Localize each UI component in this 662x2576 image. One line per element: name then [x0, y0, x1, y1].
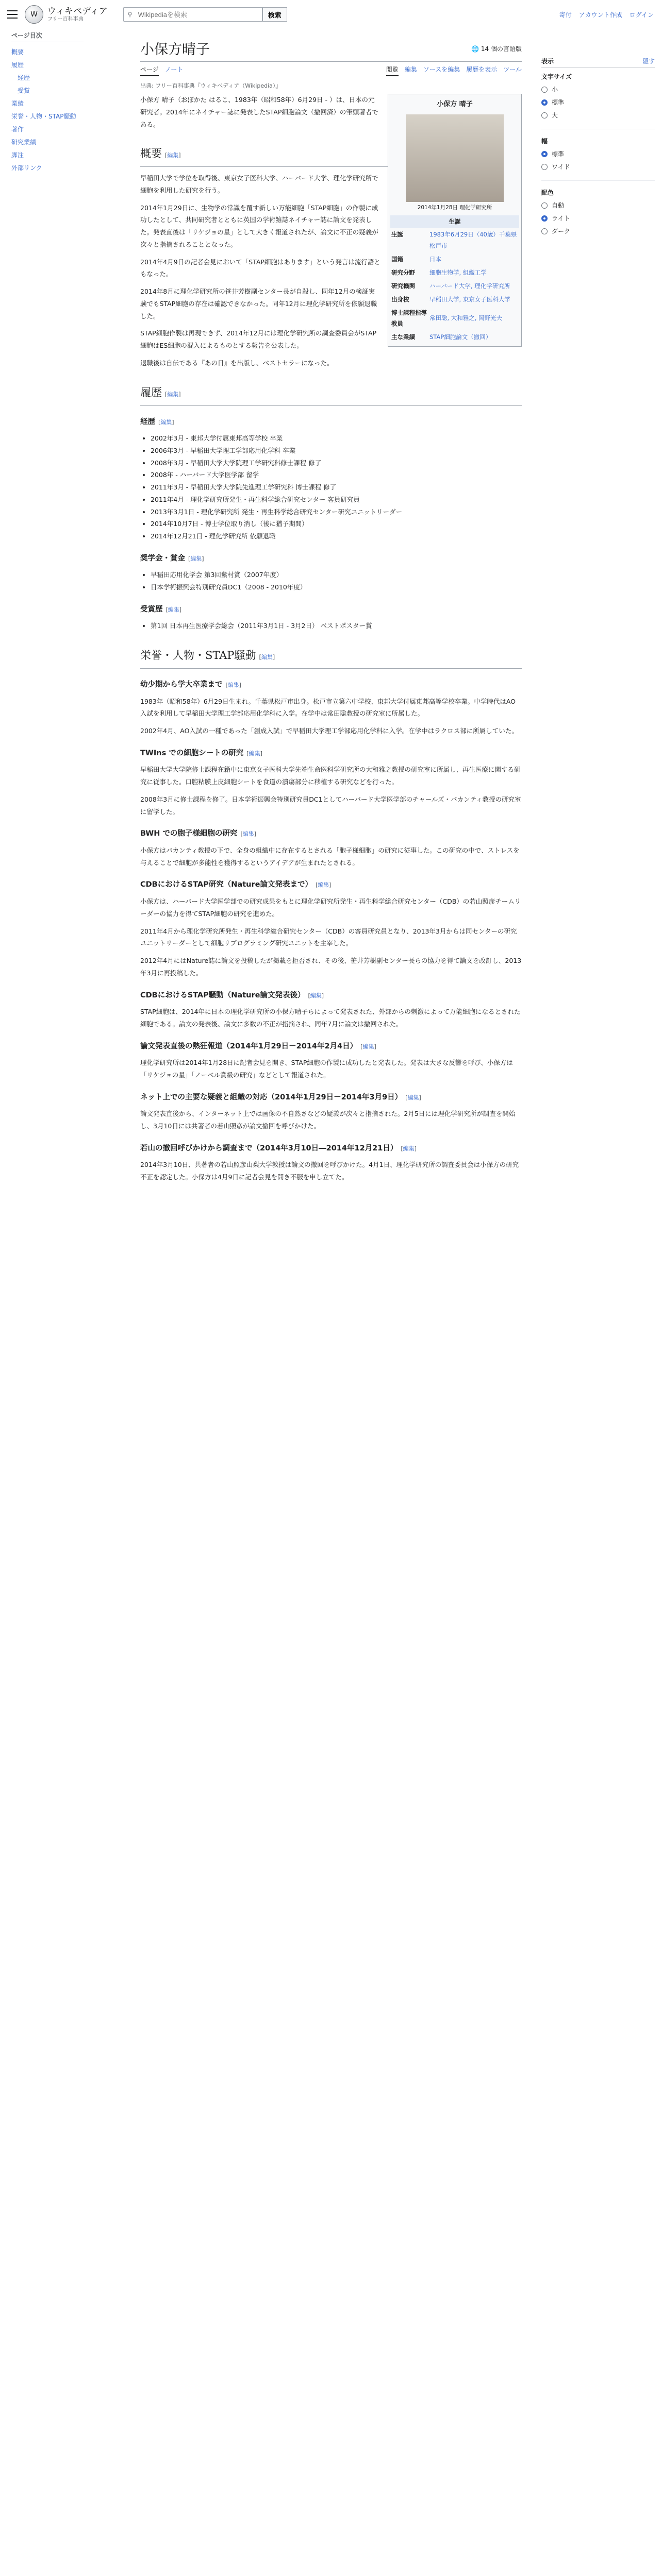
- login-link[interactable]: ログイン: [629, 11, 654, 19]
- create-account-link[interactable]: アカウント作成: [578, 11, 622, 19]
- subsection-after4-title: 若山の撤回呼びかけから調査まで（2014年3月10日―2014年12月21日）: [140, 1144, 398, 1153]
- subsection-after-title: CDBにおけるSTAP騒動（Nature論文発表後）: [140, 991, 305, 999]
- toc-item-stap[interactable]: 栄誉・人物・STAP騒動: [11, 113, 76, 120]
- summary-paragraph: 退職後は自伝である『あの日』を出版し、ベストセラーになった。: [140, 359, 334, 367]
- edit-link[interactable]: 編集: [160, 418, 172, 426]
- option-label: ワイド: [552, 163, 570, 171]
- intro-paragraph: 小保方 晴子（おぼかた はるこ、1983年（昭和58年）6月29日 - ）は、日本の元研究者。2014年にネイチャー誌に発表したSTAP細胞論文（撤回済）の筆頭著者である。: [140, 96, 378, 128]
- tab-history[interactable]: 履歴を表示: [466, 66, 498, 73]
- infobox-value[interactable]: 早稲田大学, 東京女子医科大学: [429, 295, 510, 303]
- subsection-cdb-title: CDBにおけるSTAP研究（Nature論文発表まで）: [140, 880, 312, 889]
- infobox-title: 小保方 晴子: [437, 100, 473, 108]
- toc-item-research[interactable]: 研究業績: [11, 139, 37, 146]
- edit-link[interactable]: 編集: [242, 831, 254, 838]
- subsection-awards-title: 奨学金・賞金: [140, 554, 185, 563]
- list-item: • 日本学術振興会特別研究員DC1（2008 - 2010年度）: [151, 581, 522, 594]
- subsection-after2: 論文発表直後の熱狂報道（2014年1月29日－2014年2月4日） [編集]: [140, 1042, 376, 1050]
- infobox-value[interactable]: 常田聡, 大和雅之, 岡野光夫: [429, 314, 503, 322]
- section-stap: 栄誉・人物・STAP騒動 [編集]: [140, 646, 522, 669]
- donate-link[interactable]: 寄付: [559, 11, 572, 19]
- list-item: • 2014年10月7日 - 博士学位取り消し（後に猶予期間）: [151, 518, 522, 530]
- paragraph: 2014年3月10日、共著者の若山照彦山梨大学教授は論文の撤回を呼びかけた。4月1日、理化学研究所の調査委員会は小保方の研究不正を認定した。小保方は4月9日に記者会見を開き不服を申し立てた。: [140, 1161, 519, 1181]
- subsection-cdb: CDBにおけるSTAP研究（Nature論文発表まで） [編集]: [140, 880, 332, 889]
- infobox-key: 生誕: [391, 231, 403, 239]
- logo-subtitle: フリー百科事典: [47, 16, 84, 22]
- infobox-value[interactable]: 1983年6月29日（40歳）千葉県松戸市: [429, 231, 517, 250]
- text-size-option[interactable]: [541, 109, 655, 122]
- language-button[interactable]: 🌐 14 個の言語版: [471, 45, 522, 53]
- article-body: [140, 94, 522, 1183]
- edit-link[interactable]: 編集: [168, 606, 179, 613]
- infobox-table: [390, 228, 519, 344]
- summary-paragraph: 2014年1月29日に、生物学の常識を覆す新しい万能細胞「STAP細胞」の作製に成功したとして、共同研究者とともに英国の学術雑誌ネイチャー誌に論文を発表した。発表直後は「リケジョの星」として大きく報道されたが、論文に不正の疑義が次々と指摘されることとなった。: [140, 204, 378, 248]
- toc-item-history[interactable]: 履歴: [11, 61, 24, 69]
- appearance-title: 表示: [541, 58, 554, 65]
- logo-title: ウィキペディア: [47, 6, 108, 17]
- text-size-option[interactable]: [541, 83, 655, 96]
- main-menu-icon[interactable]: [7, 9, 18, 20]
- infobox-key: 国籍: [391, 256, 403, 263]
- option-label: ダーク: [552, 228, 571, 235]
- infobox-value[interactable]: ハーバード大学, 理化学研究所: [429, 282, 510, 290]
- search-button[interactable]: 検索: [262, 7, 287, 22]
- paragraph: 2008年3月に修士課程を修了。日本学術振興会特別研究員DC1としてハーバード大学医学部のチャールズ・バカンティ教授の研究室に留学した。: [140, 795, 521, 816]
- section-stap-title: 栄誉・人物・STAP騒動: [140, 649, 256, 662]
- list-item: • 2013年3月1日 - 理化学研究所 発生・再生科学総合研究センター研究ユニットリーダー: [151, 506, 522, 518]
- section-summary-title: 概要: [140, 147, 162, 160]
- infobox-key: 研究機関: [391, 282, 415, 290]
- infobox-key: 出身校: [391, 295, 409, 303]
- list-item: • 2008年3月 - 早稲田大学大学院理工学研究科修士課程 修了: [151, 457, 522, 469]
- paragraph: 論文発表直後から、インターネット上では画像の不自然さなどの疑義が次々と指摘された。2月5日には理化学研究所が調査を開始し、3月10日には共著者の若山照彦が論文撤回を呼びかけた。: [140, 1110, 516, 1130]
- paragraph: 小保方は、ハーバード大学医学部での研究成果をもとに理化学研究所発生・再生科学総合研究センター（CDB）の若山照彦チームリーダーの協力を得てSTAP細胞の研究を進めた。: [140, 897, 521, 918]
- list-item: • 2011年4月 - 理化学研究所発生・再生科学総合研究センター 客員研究員: [151, 494, 522, 506]
- option-label: 小: [552, 86, 558, 93]
- language-count: 14 個の言語版: [481, 45, 522, 53]
- from-line: 出典: フリー百科事典『ウィキペディア（Wikipedia）』: [140, 82, 282, 89]
- subsection-career: 経歴 [編集]: [140, 417, 174, 426]
- subsection-twins-title: TWIns での細胞シートの研究: [140, 749, 244, 757]
- toc-item-books[interactable]: 著作: [11, 126, 24, 133]
- user-links: [559, 10, 654, 19]
- edit-link[interactable]: 編集: [362, 1043, 374, 1050]
- tab-edit[interactable]: 編集: [404, 66, 417, 73]
- career-list: [140, 432, 522, 543]
- tab-tools[interactable]: ツール: [503, 66, 522, 73]
- toc-title: ページ目次: [11, 31, 84, 42]
- subsection-bwh-title: BWH での胞子様細胞の研究: [140, 829, 238, 838]
- color-option[interactable]: [541, 212, 655, 225]
- edit-link[interactable]: 編集: [227, 682, 239, 689]
- width-option[interactable]: [541, 147, 655, 160]
- list-item: • 2006年3月 - 早稲田大学理工学部応用化学科 卒業: [151, 445, 522, 457]
- appearance-panel: [541, 49, 655, 238]
- subsection-prize-title: 受賞歴: [140, 605, 163, 614]
- edit-link[interactable]: 編集: [167, 152, 179, 159]
- infobox: [388, 94, 522, 347]
- summary-paragraph: 2014年4月9日の記者会見において「STAP細胞はあります」という発言は流行語ともなった。: [140, 258, 380, 278]
- text-size-title: 文字サイズ: [541, 73, 572, 80]
- wikipedia-globe-icon: W: [25, 5, 43, 24]
- tab-edit-source[interactable]: ソースを編集: [423, 66, 460, 73]
- subsection-career-title: 経歴: [140, 417, 155, 426]
- paragraph: 小保方はバカンティ教授の下で、全身の組織中に存在するとされる「胞子様細胞」の研究に従事した。この研究の中で、ストレスを与えることで細胞が多能性を獲得するというアイデアが生まれたとされる。: [140, 846, 520, 867]
- option-label: 標準: [552, 99, 565, 106]
- paragraph: 早稲田大学大学院修士課程在籍中に東京女子医科大学先端生命医科学研究所の大和雅之教授の研究室に所属し、再生医療に関する研究に従事した。口腔粘膜上皮細胞シートを食道の潰瘍部分に移植する研究などを行った。: [140, 766, 521, 786]
- edit-link[interactable]: 編集: [249, 750, 260, 757]
- infobox-photo: [406, 114, 504, 202]
- toc-item-summary[interactable]: 概要: [11, 48, 24, 56]
- page-tabs: [140, 65, 522, 76]
- page-title-text: 小保方晴子: [140, 42, 210, 58]
- edit-link[interactable]: 編集: [190, 555, 202, 562]
- header: [0, 0, 662, 29]
- search-box: [123, 7, 287, 22]
- page-title: [140, 38, 522, 62]
- color-title: 配色: [541, 189, 554, 196]
- option-label: 大: [552, 112, 558, 119]
- paragraph: 2011年4月から理化学研究所発生・再生科学総合研究センター（CDB）の客員研究員となり、2013年3月からは同センターの研究ユニットリーダーとして細胞リプログラミング研究ユニットを主宰した。: [140, 927, 517, 947]
- search-input[interactable]: [123, 7, 262, 22]
- subsection-after: CDBにおけるSTAP騒動（Nature論文発表後） [編集]: [140, 991, 324, 999]
- infobox-section: 生誕: [390, 215, 519, 229]
- option-label: 自動: [552, 202, 565, 209]
- site-logo[interactable]: [25, 5, 108, 24]
- section-summary: 概要 [編集]: [140, 144, 522, 167]
- infobox-key: 研究分野: [391, 269, 415, 276]
- infobox-value[interactable]: STAP細胞論文（撤回）: [429, 333, 492, 341]
- toc-item-career[interactable]: 経歴: [18, 74, 30, 81]
- subsection-after3-title: ネット上での主要な疑義と組織の対応（2014年1月29日－2014年3月9日）: [140, 1093, 403, 1101]
- list-item: • 2002年3月 - 東邦大学付属東邦高等学校 卒業: [151, 432, 522, 445]
- tab-page[interactable]: ページ: [140, 65, 159, 76]
- subsection-child: 幼少期から学大卒業まで [編集]: [140, 681, 242, 689]
- toc-item-prize[interactable]: 受賞: [18, 87, 30, 94]
- width-option[interactable]: [541, 160, 655, 173]
- infobox-value[interactable]: 細胞生物学, 組織工学: [429, 269, 487, 276]
- option-label: 標準: [552, 150, 565, 158]
- list-item: • 2011年3月 - 早稲田大学大学院先進理工学研究科 博士課程 修了: [151, 481, 522, 494]
- paragraph: 2002年4月、AO入試の一種であった「創成入試」で早稲田大学理工学部応用化学科に入学。在学中はラクロス部に所属していた。: [140, 727, 518, 735]
- edit-link[interactable]: 編集: [310, 992, 322, 999]
- list-item: • 早稲田応用化学会 第3回紫村賞（2007年度）: [151, 569, 522, 581]
- subsection-after4: 若山の撤回呼びかけから調査まで（2014年3月10日―2014年12月21日） [編集]: [140, 1144, 417, 1153]
- subsection-child-title: 幼少期から学大卒業まで: [140, 681, 223, 689]
- toc-item-work[interactable]: 業績: [11, 100, 24, 107]
- awards-list: [140, 569, 522, 594]
- subsection-after2-title: 論文発表直後の熱狂報道（2014年1月29日－2014年2月4日）: [140, 1042, 358, 1050]
- paragraph: 理化学研究所は2014年1月28日に記者会見を開き、STAP細胞の作製に成功したと発表した。発表は大きな反響を呼び、小保方は「リケジョの星」「ノーベル賞級の研究」などとして報道された。: [140, 1059, 513, 1079]
- infobox-caption: 2014年1月28日 理化学研究所: [417, 204, 492, 211]
- toc-item-links[interactable]: 外部リンク: [11, 164, 42, 172]
- paragraph: 2012年4月にはNature誌に論文を投稿したが掲載を拒否され、その後、笹井芳樹副センター長らの協力を得て論文を改訂し、2013年3月に再投稿した。: [140, 957, 522, 977]
- subsection-bwh: BWH での胞子様細胞の研究 [編集]: [140, 829, 257, 838]
- option-label: ライト: [552, 215, 570, 222]
- subsection-twins: TWIns での細胞シートの研究 [編集]: [140, 749, 262, 757]
- edit-link[interactable]: 編集: [167, 391, 179, 398]
- infobox-key: 博士課程指導教員: [391, 309, 427, 328]
- width-title: 幅: [541, 138, 548, 145]
- subsection-awards: 奨学金・賞金 [編集]: [140, 554, 204, 563]
- edit-link[interactable]: 編集: [261, 654, 273, 661]
- paragraph: 1983年（昭和58年）6月29日生まれ。千葉県松戸市出身。松戸市立第六中学校、東邦大学付属東邦高等学校卒業。中学時代はAO入試を利用して早稲田大学理工学部応用化学科に入学。在学中は常田聡教授の研究室に所属した。: [140, 697, 516, 718]
- tab-talk[interactable]: ノート: [164, 66, 184, 73]
- text-size-option[interactable]: [541, 96, 655, 109]
- summary-paragraph: 早稲田大学で学位を取得後、東京女子医科大学、ハーバード大学、理化学研究所で細胞を利用した研究を行う。: [140, 174, 378, 194]
- table-of-contents: [11, 31, 84, 174]
- list-item: • 2014年12月21日 - 理化学研究所 依願退職: [151, 530, 522, 543]
- search-icon: ⚲: [127, 11, 133, 18]
- section-history: 履歴 [編集]: [140, 383, 522, 406]
- list-item: • 第1回 日本再生医療学会総会（2011年3月1日 - 3月2日） ベストポスター賞: [151, 620, 522, 632]
- infobox-value[interactable]: 日本: [429, 256, 441, 263]
- edit-link[interactable]: 編集: [318, 882, 329, 889]
- paragraph: STAP細胞は、2014年に日本の理化学研究所の小保方晴子らによって発表された、外部からの刺激によって万能細胞になるとされた細胞である。論文の発表後、論文に多数の不正が指摘され、同年7月に論文は撤回された。: [140, 1008, 521, 1028]
- subsection-after3: ネット上での主要な疑義と組織の対応（2014年1月29日－2014年3月9日） [編集]: [140, 1093, 421, 1101]
- edit-link[interactable]: 編集: [403, 1145, 415, 1152]
- subsection-prize: 受賞歴 [編集]: [140, 605, 182, 614]
- prize-list: [140, 620, 522, 632]
- tab-read[interactable]: 閲覧: [386, 65, 399, 76]
- hide-button[interactable]: 隠す: [642, 58, 655, 65]
- infobox-key: 主な業績: [391, 333, 415, 341]
- summary-paragraph: 2014年8月に理化学研究所の笹井芳樹副センター長が自殺し、同年12月の検証実験でもSTAP細胞の存在は確認できなかった。同年12月に理化学研究所を依願退職した。: [140, 287, 377, 320]
- section-history-title: 履歴: [140, 386, 162, 399]
- main-content: [140, 29, 522, 1189]
- summary-paragraph: STAP細胞作製は再現できず、2014年12月には理化学研究所の調査委員会がSTAP細胞はES細胞の混入によるものとする報告を公表した。: [140, 329, 377, 350]
- list-item: • 2008年 - ハーバード大学医学部 留学: [151, 469, 522, 481]
- color-option[interactable]: [541, 225, 655, 238]
- toc-item-notes[interactable]: 脚注: [11, 151, 24, 159]
- color-option[interactable]: [541, 199, 655, 212]
- edit-link[interactable]: 編集: [407, 1094, 419, 1101]
